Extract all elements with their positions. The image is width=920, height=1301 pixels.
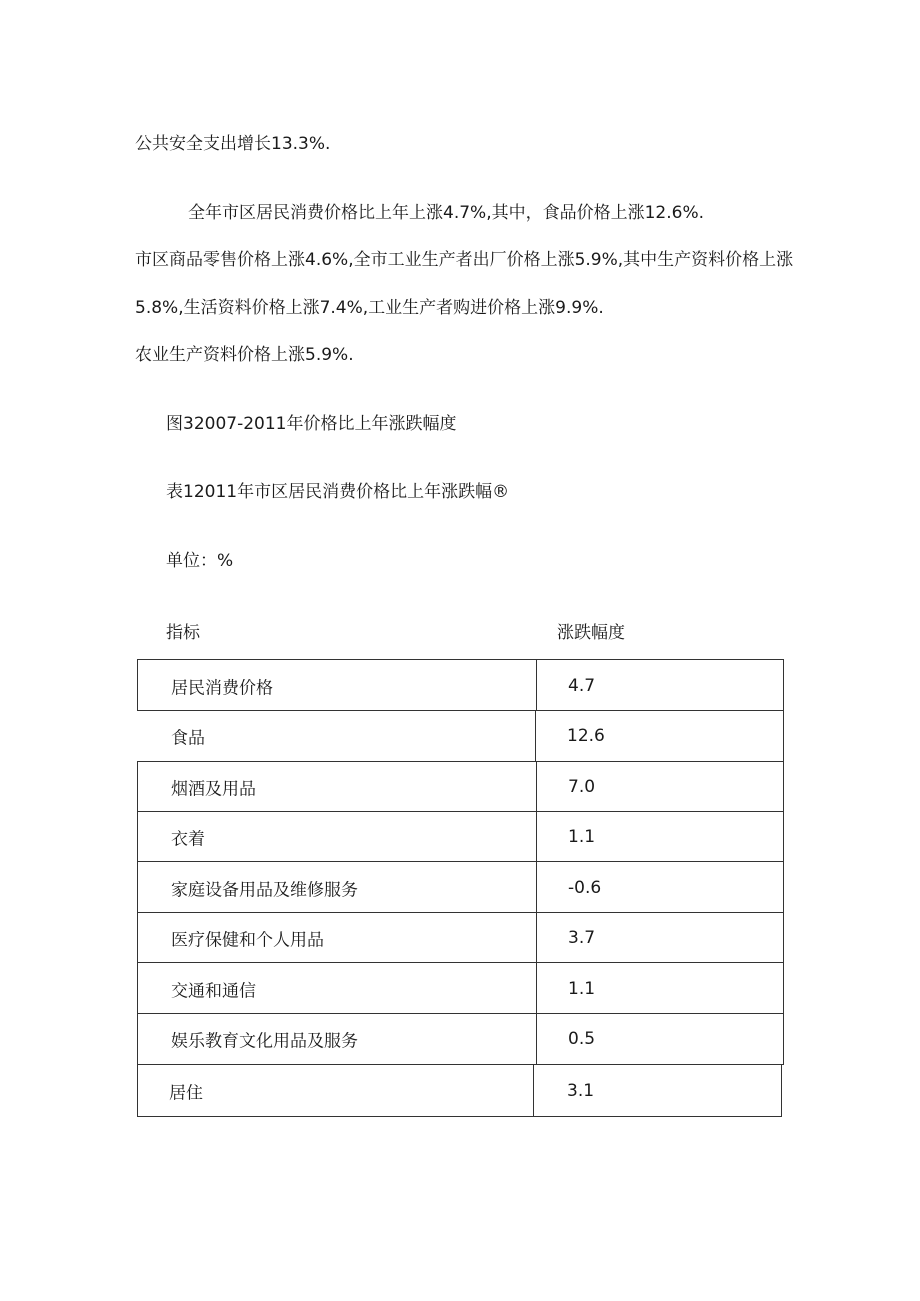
paragraph-public-security: 公共安全支出增长13.3%. [135,134,331,154]
row-label: 衣着 [171,829,205,850]
header-change: 涨跌幅度 [557,623,625,643]
column-divider [536,762,537,812]
table-row [137,710,784,761]
row-value: 1.1 [568,978,596,999]
column-divider [533,1065,534,1116]
row-value: -0.6 [568,877,602,898]
table-row [137,1013,784,1065]
row-label: 家庭设备用品及维修服务 [171,880,358,900]
paragraph-cpi: 全年市区居民消费价格比上年上涨4.7%,其中，食品价格上涨12.6%. [188,203,705,223]
figure-caption: 图32007-2011年价格比上年涨跌幅度 [166,414,457,434]
table-caption: 表12011年市区居民消费价格比上年涨跌幅® [166,482,510,502]
row-label: 娱乐教育文化用品及服务 [171,1031,358,1052]
table-row [137,811,784,862]
row-value: 12.6 [567,726,605,746]
row-value: 7.0 [568,777,596,797]
row-value: 3.1 [567,1080,595,1101]
table-row [137,659,784,711]
row-label: 烟酒及用品 [171,779,256,800]
row-label: 居住 [169,1083,203,1103]
unit-label: 单位：% [166,551,234,571]
row-label: 食品 [171,728,205,749]
paragraph-living-goods: 5.8%,生活资料价格上涨7.4%,工业生产者购进价格上涨9.9%. [135,298,604,318]
column-divider [536,862,537,913]
column-divider [536,1014,537,1064]
paragraph-retail-price: 市区商品零售价格上涨4.6%,全市工业生产者出厂价格上涨5.9%,其中生产资料价格上涨 [135,250,794,270]
table-row [137,1065,782,1117]
row-value: 3.7 [568,928,596,948]
column-divider [536,660,537,711]
header-indicator: 指标 [166,623,200,643]
row-value: 1.1 [568,827,596,847]
row-label: 医疗保健和个人用品 [171,930,324,951]
table-row [137,962,784,1014]
row-value: 0.5 [568,1029,596,1049]
column-divider [536,913,537,963]
table-row [137,761,784,812]
row-value: 4.7 [568,675,596,696]
row-label: 居民消费价格 [171,678,273,698]
column-divider [535,711,536,761]
paragraph-agricultural: 农业生产资料价格上涨5.9%. [135,345,354,365]
table-row [137,861,784,913]
column-divider [536,963,537,1014]
row-label: 交通和通信 [171,981,256,1001]
table-row [137,912,784,963]
column-divider [536,812,537,862]
